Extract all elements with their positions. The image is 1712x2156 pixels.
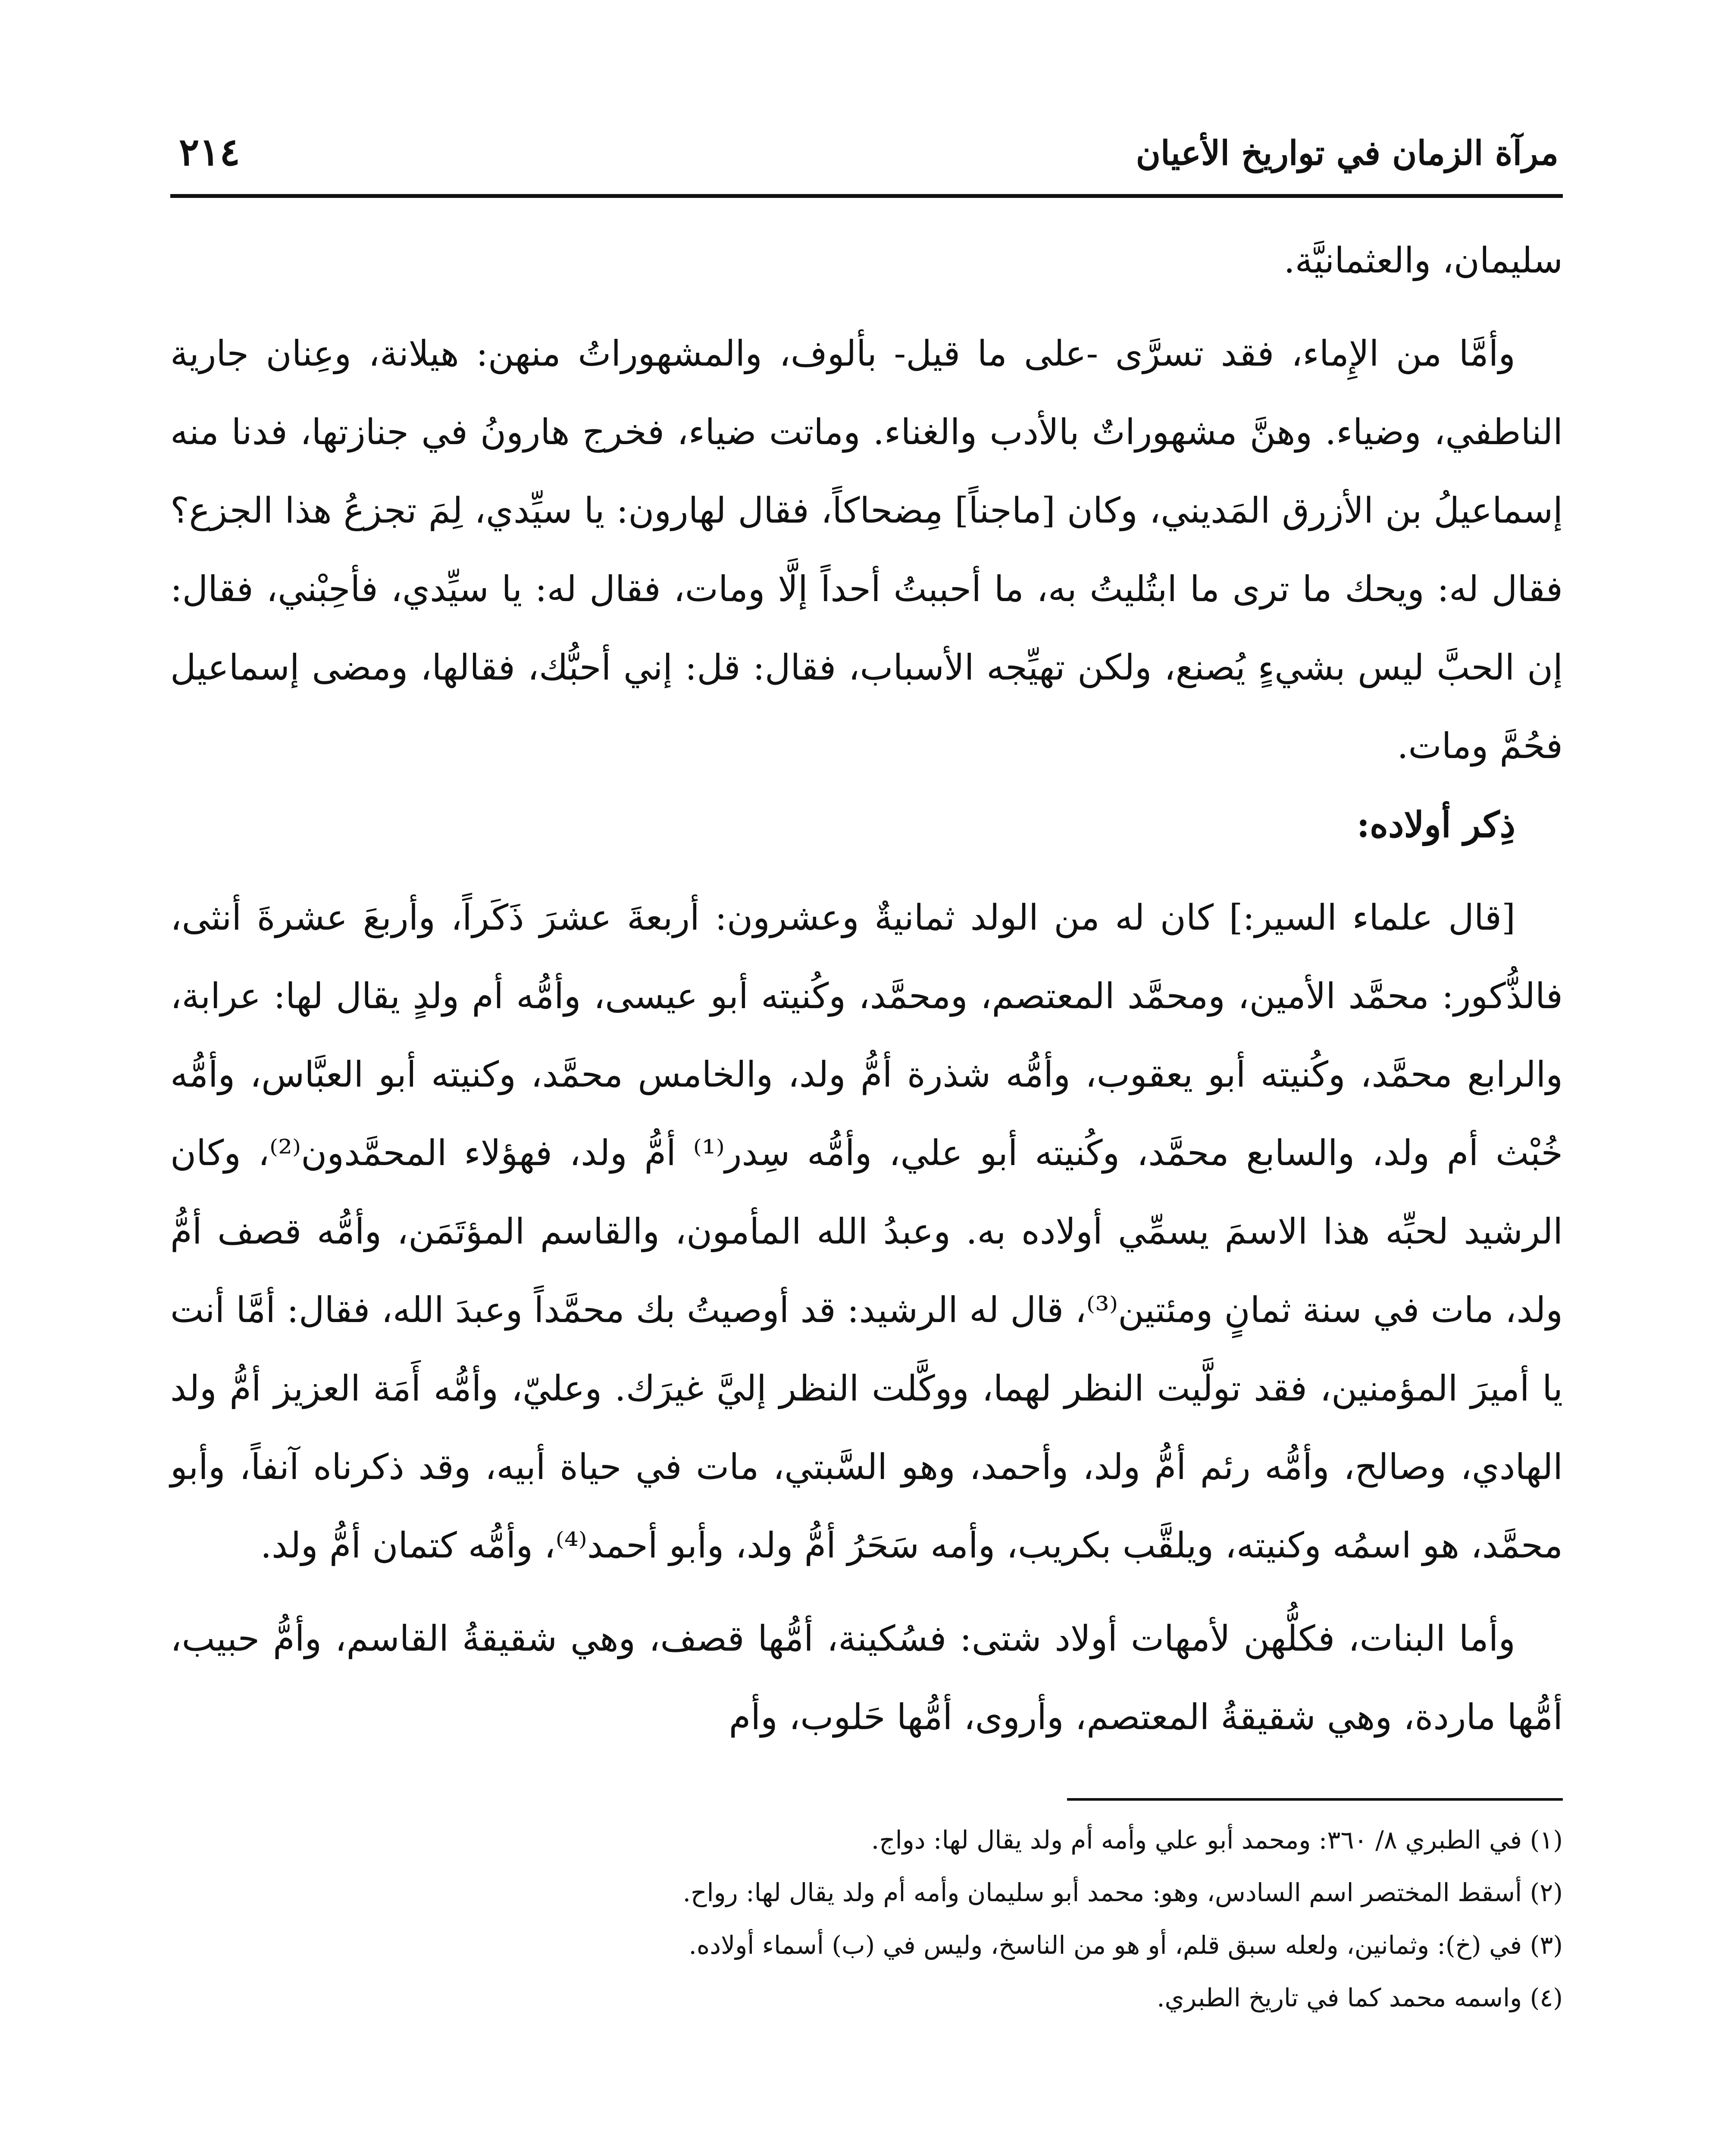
footnote: (٢) أسقط المختصر اسم السادس، وهو: محمد أبو سليمان وأمه أم ولد يقال لها: رواح. (682, 1878, 1563, 1907)
book-page (170, 129, 1563, 2024)
footnotes (170, 1814, 1563, 2024)
footnote: (٤) واسمه محمد كما في تاريخ الطبري. (1157, 1983, 1563, 2012)
paragraph: سليمان، والعثمانيَّة. (1283, 240, 1563, 281)
paragraph: وأما البنات، فكلُّهن لأمهات أولاد شتى: فسُكينة، أمُّها قصف، وهي شقيقةُ القاسم، وأمُّ حبيب، أمُّها ماردة، وهي شقيقةُ المعتصم، وأروى، أمُّها حَلوب، وأم (170, 1618, 1563, 1738)
main-text (170, 222, 1563, 1757)
footnote-divider (1067, 1798, 1563, 1801)
paragraph: [قال علماء السير:] كان له من الولد ثمانيةٌ وعشرون: أربعةَ عشرَ ذَكَراً، وأربعَ عشرةَ أنثى، فالذُّكور: محمَّد الأمين، ومحمَّد المعتصم، ومحمَّد، وكُنيته أبو عيسى، وأمُّه أم ولدٍ يقال لها: عرابة، والرابع محمَّد، وكُنيته أبو يعقوب، وأمُّه شذرة أمُّ ولد، والخامس محمَّد، وكنيته أبو العبَّاس، وأمُّه خُبْث أم ولد، والسابع محمَّد، وكُنيته أبو علي، وأمُّه سِدر⁽¹⁾ أمُّ ولد، فهؤلاء المحمَّدون⁽²⁾، وكان الرشيد لحبِّه هذا الاسمَ يسمِّي أولاده به. وعبدُ الله المأمون، والقاسم المؤتَمَن، وأمُّه قصف أمُّ ولد، مات في سنة ثمانٍ ومئتين⁽³⁾، قال له الرشيد: قد أوصيتُ بك محمَّداً وعبدَ الله، فقال: أمَّا أنت يا أميرَ المؤمنين، فقد تولَّيت النظر لهما، ووكَّلت النظر إليَّ غيرَك. وعليّ، وأمُّه أَمَة العزيز أمُّ ولد الهادي، وصالح، وأمُّه رئم أمُّ ولد، وأحمد، وهو السَّبتي، مات في حياة أبيه، وقد ذكرناه آنفاً، وأبو محمَّد، هو اسمُه وكنيته، ويلقَّب بكريب، وأمه سَحَرُ أمُّ ولد، وأبو أحمد⁽⁴⁾، وأمُّه كتمان أمُّ ولد. (170, 897, 1563, 1566)
page-number: ٢١٤ (179, 129, 240, 174)
section-heading: ذِكر أولاده: (1356, 804, 1515, 846)
footnote: (٣) في (خ): وثمانين، ولعله سبق قلم، أو هو من الناسخ، وليس في (ب) أسماء أولاده. (689, 1930, 1563, 1960)
book-title: مرآة الزمان في تواريخ الأعيان (1136, 134, 1559, 173)
running-header (170, 129, 1563, 198)
footnote: (١) في الطبري ٨/ ٣٦٠: ومحمد أبو علي وأمه أم ولد يقال لها: دواج. (871, 1825, 1563, 1855)
paragraph: وأمَّا من الإِماء، فقد تسرَّى -على ما قيل- بألوف، والمشهوراتُ منهن: هيلانة، وعِنان جارية الناطفي، وضياء. وهنَّ مشهوراتٌ بالأدب والغناء. وماتت ضياء، فخرج هارونُ في جنازتها، فدنا منه إسماعيلُ بن الأزرق المَديني، وكان [ماجناً] مِضحاكاً، فقال لهارون: يا سيِّدي، لِمَ تجزعُ هذا الجزع؟ فقال له: ويحك ما ترى ما ابتُليتُ به، ما أحببتُ أحداً إلَّا ومات، فقال له: يا سيِّدي، فأحِبْني، فقال: إن الحبَّ ليس بشيءٍ يُصنع، ولكن تهيِّجه الأسباب، فقال: قل: إني أحبُّك، فقالها، ومضى إسماعيل فحُمَّ ومات. (170, 333, 1563, 767)
